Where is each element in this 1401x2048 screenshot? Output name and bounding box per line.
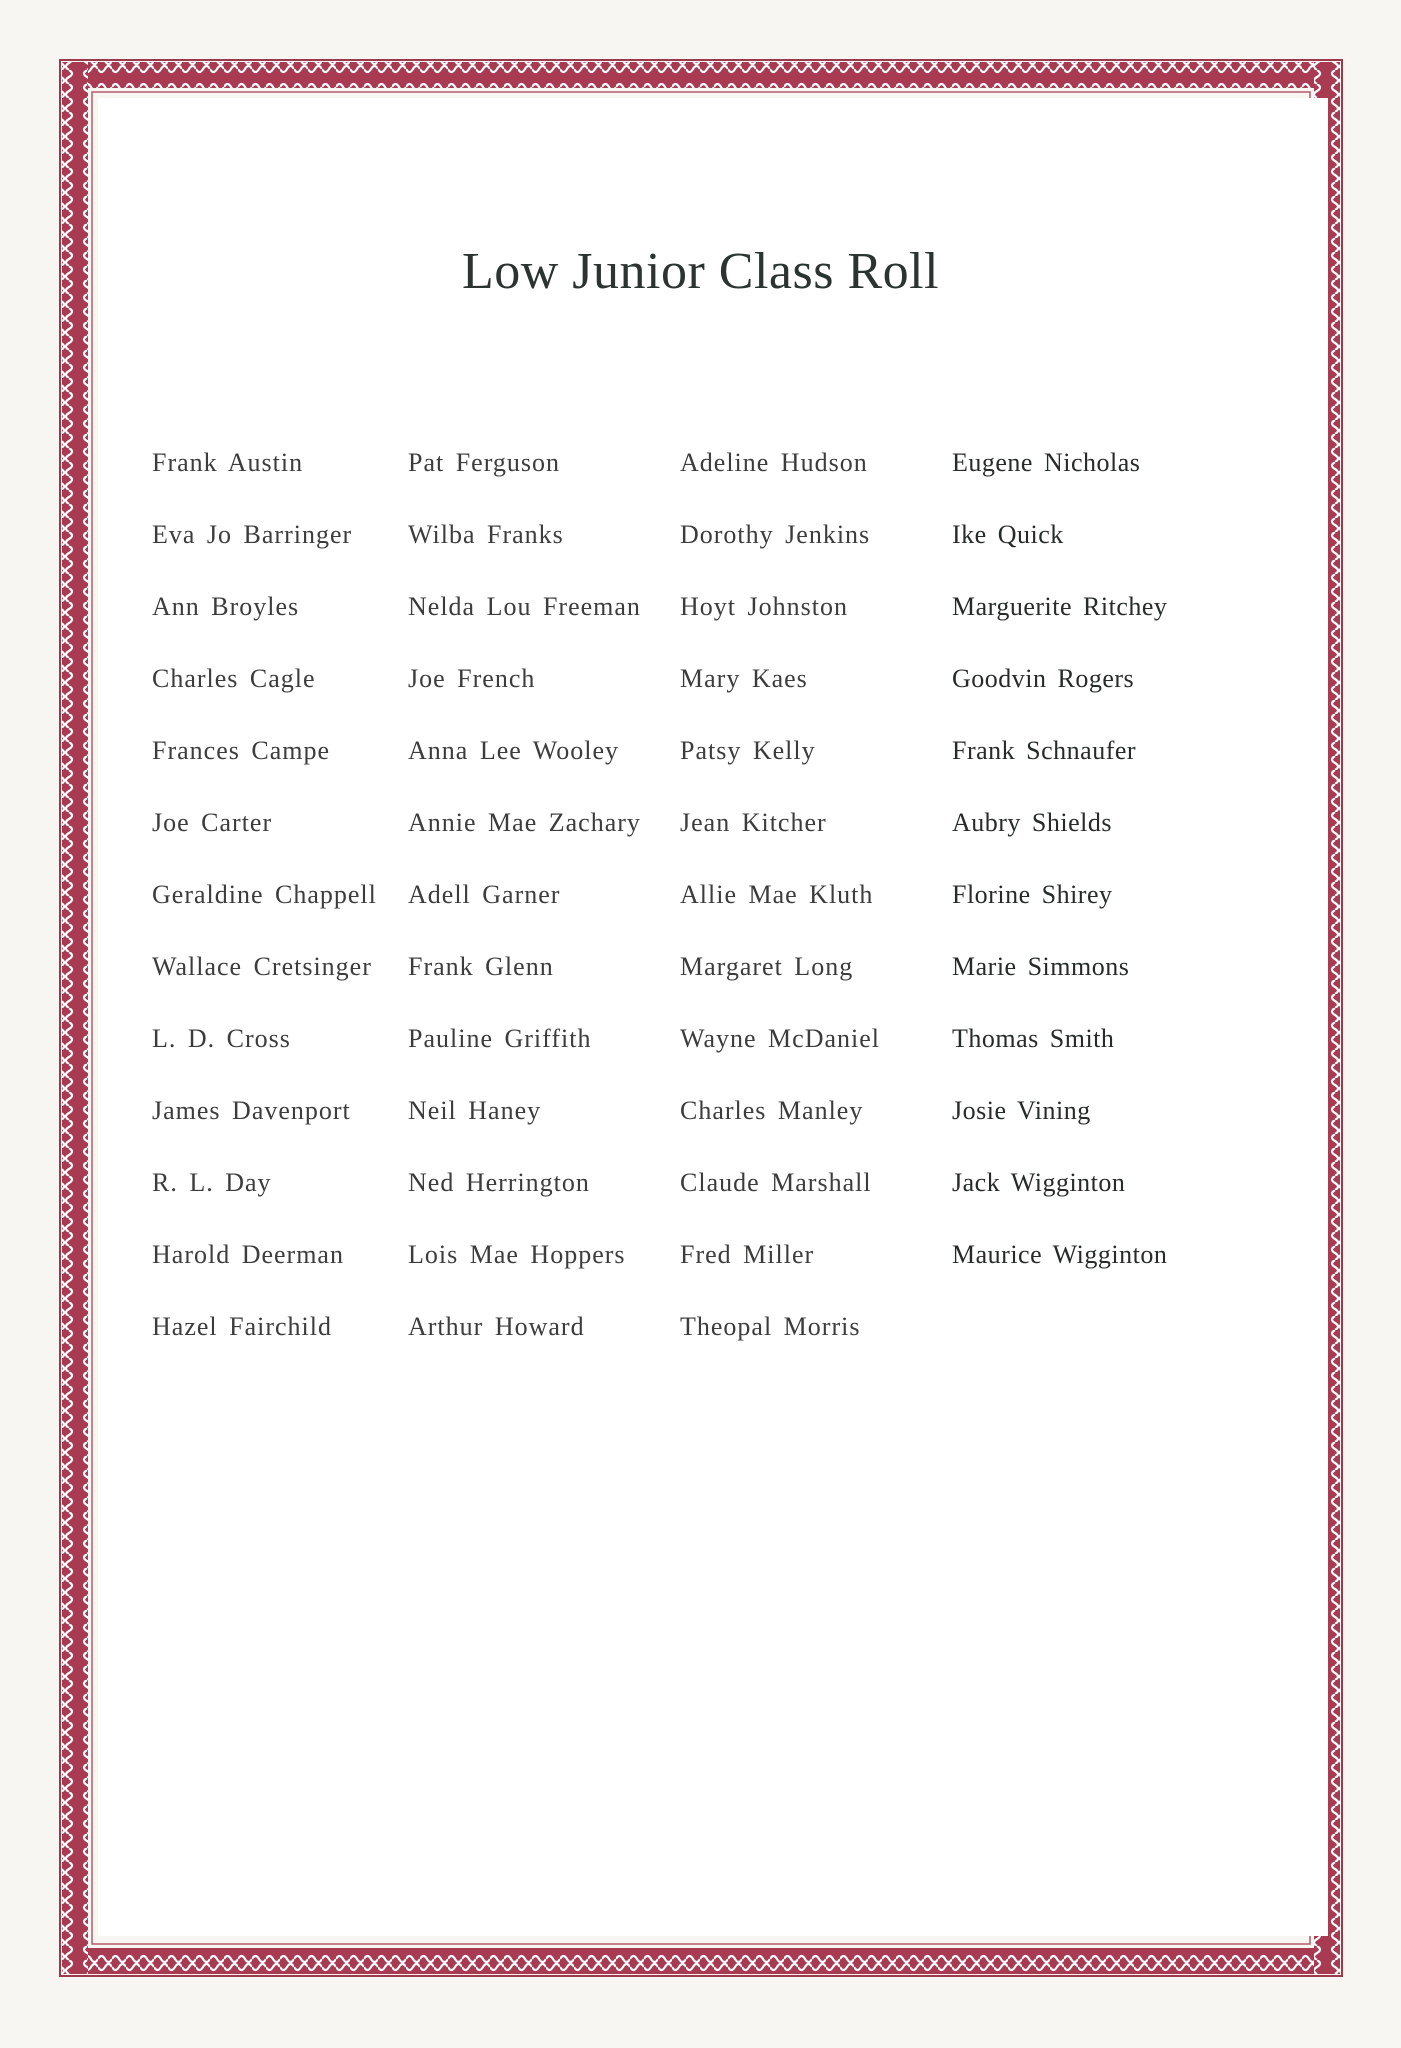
student-name: Patsy Kelly	[680, 736, 816, 765]
student-name: Eva Jo Barringer	[152, 520, 353, 549]
student-name: Marie Simmons	[952, 952, 1130, 981]
student-name: Frances Campe	[152, 736, 331, 765]
border-top	[62, 62, 1340, 88]
student-name: Maurice Wigginton	[952, 1240, 1168, 1269]
student-name: Geraldine Chappell	[152, 880, 377, 909]
student-name: Adeline Hudson	[680, 448, 868, 477]
student-name: Marguerite Ritchey	[952, 592, 1168, 621]
roll-column-2	[408, 438, 688, 1374]
student-name: Ann Broyles	[152, 592, 300, 621]
student-name: Joe Carter	[152, 808, 273, 837]
student-name: Claude Marshall	[680, 1168, 872, 1197]
student-name: Ike Quick	[952, 520, 1064, 549]
student-name: Pauline Griffith	[408, 1024, 592, 1053]
student-name: Pat Ferguson	[408, 448, 561, 477]
student-name: Margaret Long	[680, 952, 854, 981]
student-name: Adell Garner	[408, 880, 561, 909]
student-name: Josie Vining	[952, 1096, 1091, 1125]
student-name: Wallace Cretsinger	[152, 952, 372, 981]
student-name: Florine Shirey	[952, 880, 1113, 909]
student-name: Wilba Franks	[408, 520, 564, 549]
student-name: Harold Deerman	[152, 1240, 344, 1269]
roll-column-1	[152, 438, 432, 1374]
student-name: Charles Manley	[680, 1096, 864, 1125]
student-name: Nelda Lou Freeman	[408, 592, 641, 621]
student-name: Allie Mae Kluth	[680, 880, 874, 909]
student-name: Frank Glenn	[408, 952, 554, 981]
student-name: Dorothy Jenkins	[680, 520, 871, 549]
student-name: Aubry Shields	[952, 808, 1112, 837]
student-name: Ned Herrington	[408, 1168, 590, 1197]
student-name: Theopal Morris	[680, 1312, 861, 1341]
student-name: James Davenport	[152, 1096, 351, 1125]
student-name: L. D. Cross	[152, 1024, 291, 1053]
student-name: Jean Kitcher	[680, 808, 827, 837]
class-roll	[152, 438, 1272, 1378]
student-name: Jack Wigginton	[952, 1168, 1126, 1197]
student-name: Hoyt Johnston	[680, 592, 848, 621]
student-name: Anna Lee Wooley	[408, 736, 620, 765]
student-name: Goodvin Rogers	[952, 664, 1135, 693]
student-name: Arthur Howard	[408, 1312, 585, 1341]
student-name: R. L. Day	[152, 1168, 272, 1197]
student-name: Lois Mae Hoppers	[408, 1240, 626, 1269]
border-left	[62, 62, 88, 1974]
roll-column-3	[680, 438, 960, 1374]
student-name: Thomas Smith	[952, 1024, 1115, 1053]
student-name: Mary Kaes	[680, 664, 808, 693]
student-name: Frank Schnaufer	[952, 736, 1137, 765]
page-title: Low Junior Class Roll	[461, 243, 940, 300]
roll-column-4	[952, 438, 1232, 1302]
student-name: Joe French	[408, 664, 536, 693]
student-name: Charles Cagle	[152, 664, 316, 693]
student-name: Hazel Fairchild	[152, 1312, 332, 1341]
student-name: Neil Haney	[408, 1096, 542, 1125]
student-name: Wayne McDaniel	[680, 1024, 880, 1053]
student-name: Eugene Nicholas	[952, 448, 1141, 477]
student-name: Fred Miller	[680, 1240, 815, 1269]
student-name: Annie Mae Zachary	[408, 808, 641, 837]
border-bottom	[62, 1948, 1340, 1974]
student-name: Frank Austin	[152, 448, 304, 477]
